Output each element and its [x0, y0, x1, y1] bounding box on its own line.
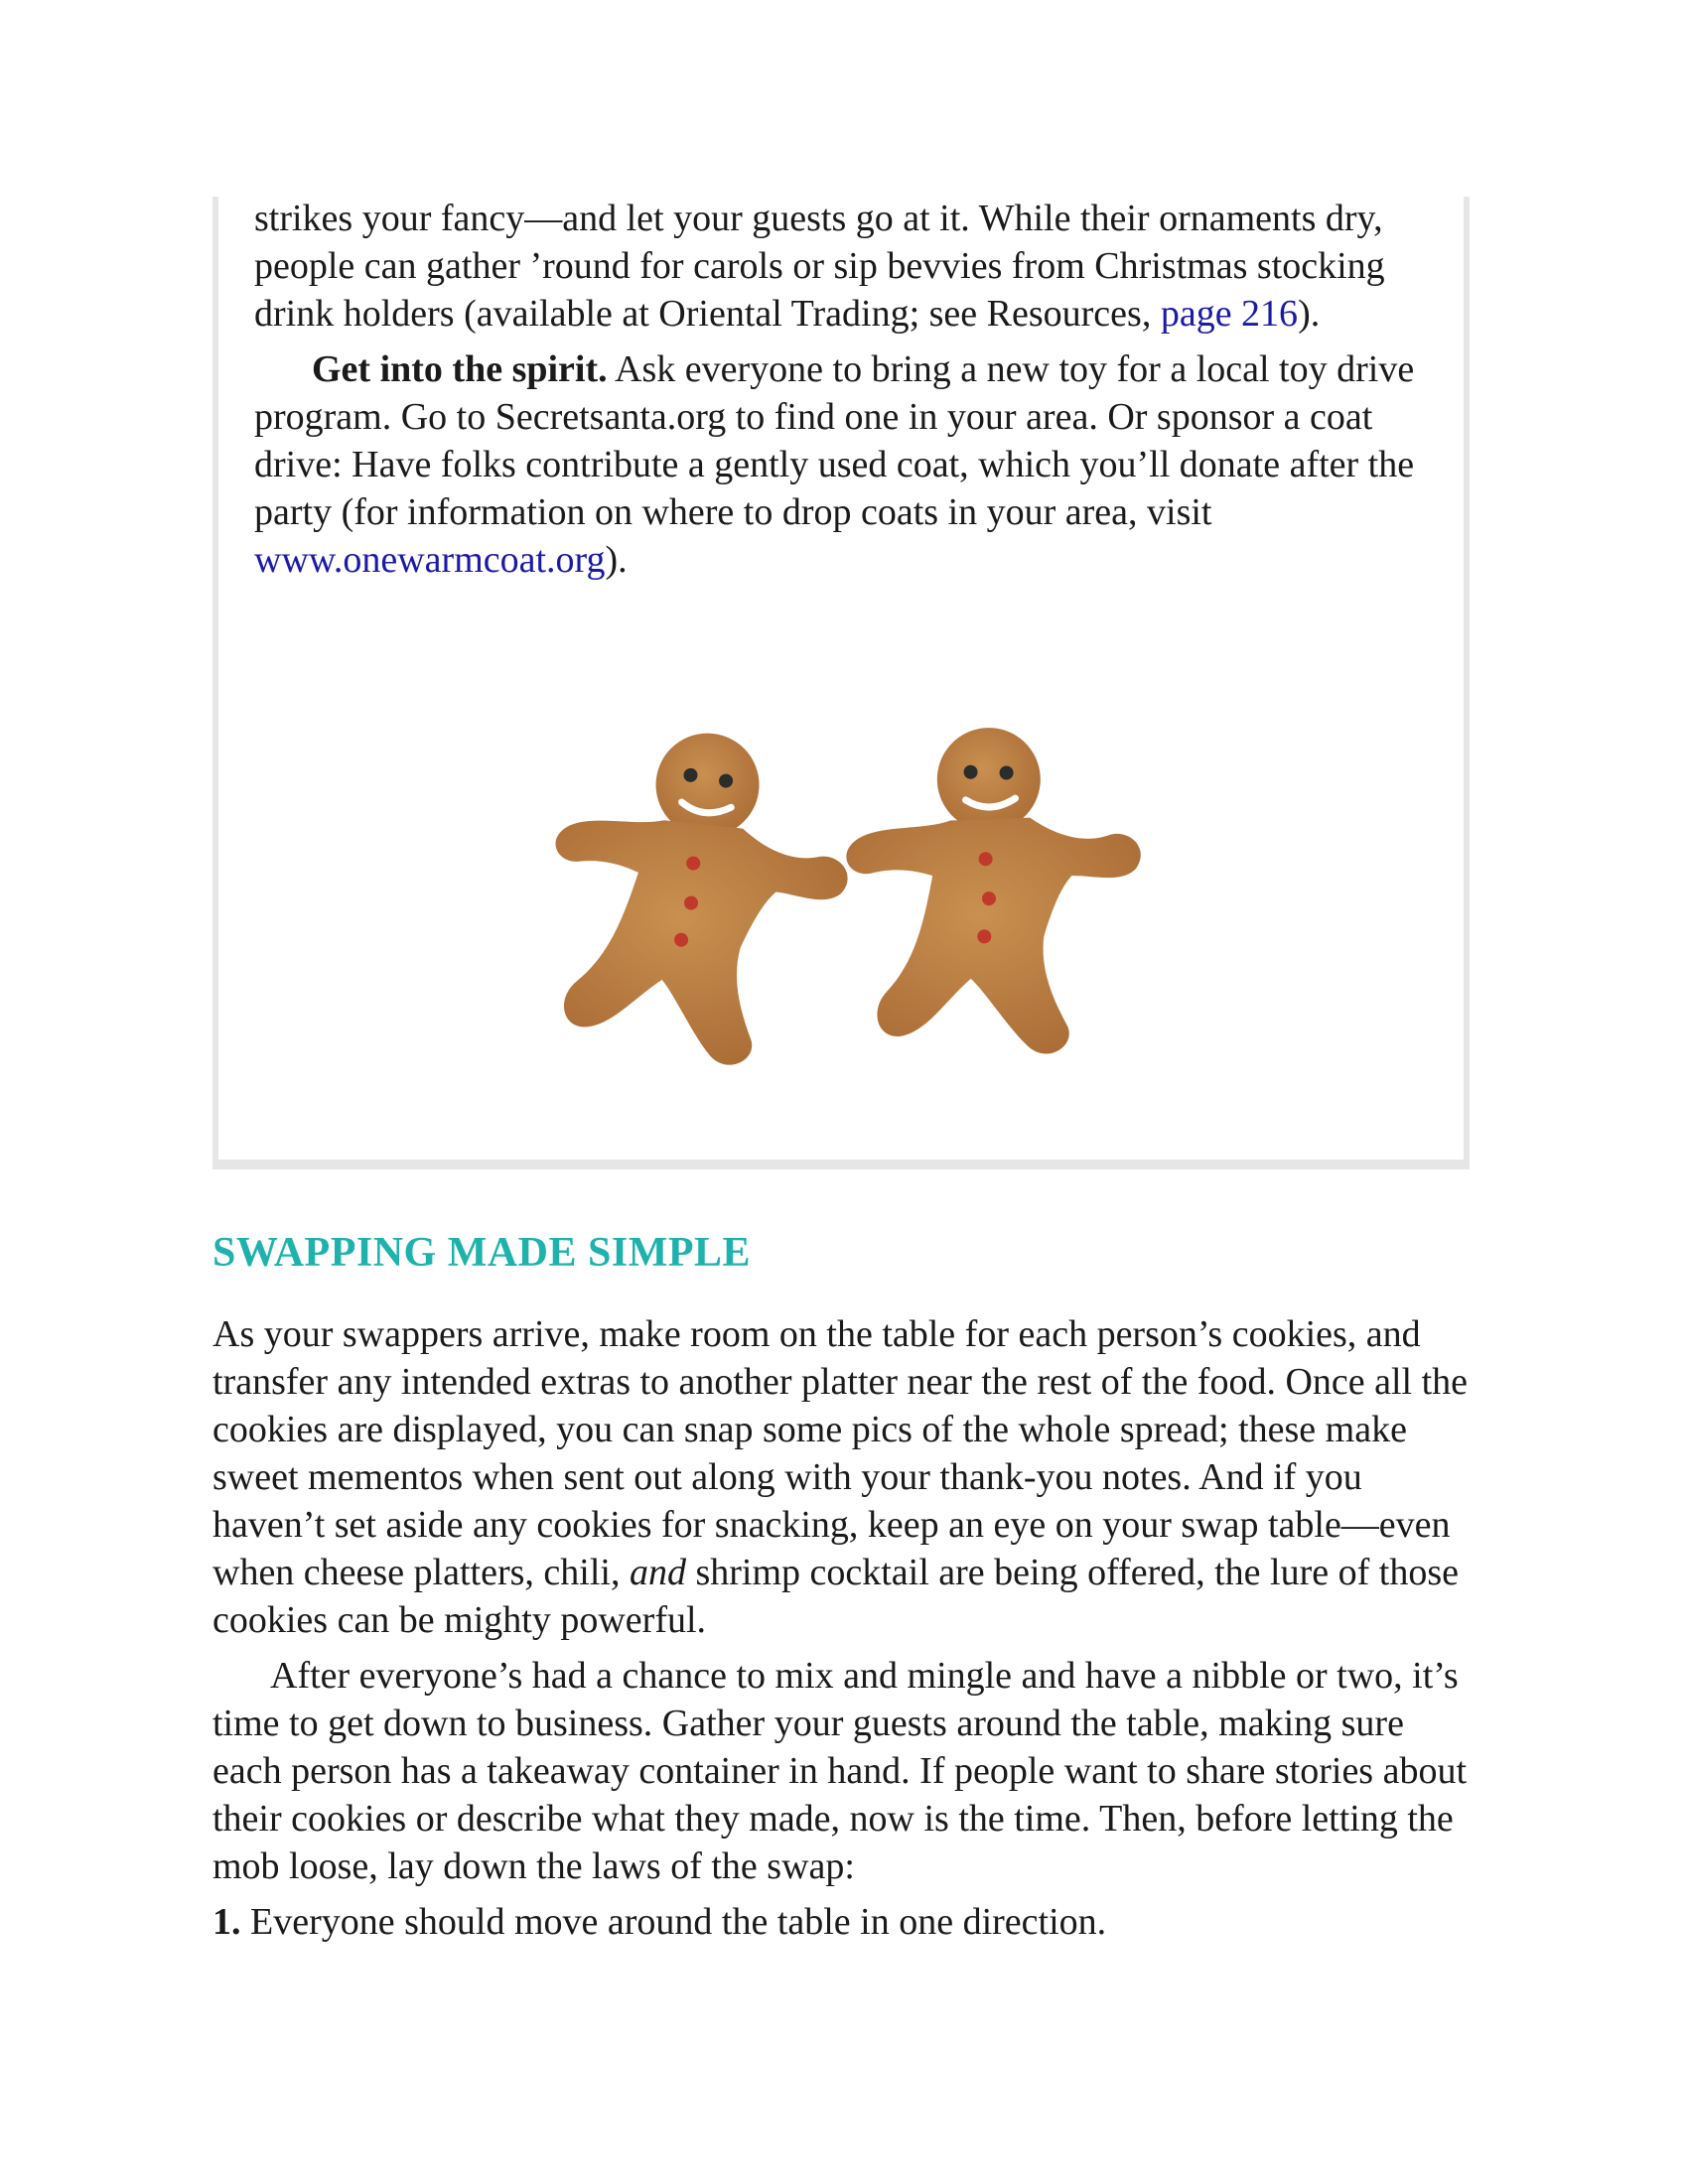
run-in-heading: Get into the spirit.	[312, 348, 608, 390]
body-paragraph-1: As your swappers arrive, make room on the table for each person’s cookies, and transfer any intended extras to another platter near the rest of the food. Once all the cookies are displayed, you can snap some pics of the whole spread; these make sweet mementos when sent out along with your thank-you notes. And if you haven’t set aside any cookies for snacking, keep an eye on your swap table—even when cheese platters, chili, and shrimp cocktail are being offered, the lure of those cookies can be mighty powerful.	[212, 1313, 1469, 1641]
gingerbread-cookies-image	[526, 675, 1182, 1092]
section-heading: SWAPPING MADE SIMPLE	[212, 1230, 752, 1276]
list-number: 1.	[212, 1901, 241, 1943]
list-item: 1. Everyone should move around the table in one direction.	[212, 1901, 1107, 1943]
onewarmcoat-link[interactable]: www.onewarmcoat.org	[254, 539, 606, 581]
sidebar-paragraph-2: Get into the spirit. Ask everyone to bring a new toy for a local toy drive program. Go to Secretsanta.org to find one in your area. Or sponsor a coat drive: Have folks contribute a gently used coat, which you’ll donate after the party (for information on where to drop coats in your area, visit www.onewarmcoat.org).	[254, 348, 1415, 581]
sidebar-paragraph-1: strikes your fancy—and let your guests go at it. While their ornaments dry, people can gather ’round for carols or sip bevvies from Christmas stocking drink holders (available at Oriental Trading; see Resources, page 216).	[254, 198, 1385, 335]
page-216-link[interactable]: page 216	[1160, 293, 1299, 335]
sidebar-text	[254, 195, 1446, 584]
body-paragraph-2: After everyone’s had a chance to mix and mingle and have a nibble or two, it’s time to get down to business. Gather your guests around the table, making sure each person has a takeaway container in hand. If people want to share stories about their cookies or describe what they made, now is the time. Then, before letting the mob loose, lay down the laws of the swap:	[212, 1655, 1468, 1887]
main-text	[212, 1310, 1474, 1946]
